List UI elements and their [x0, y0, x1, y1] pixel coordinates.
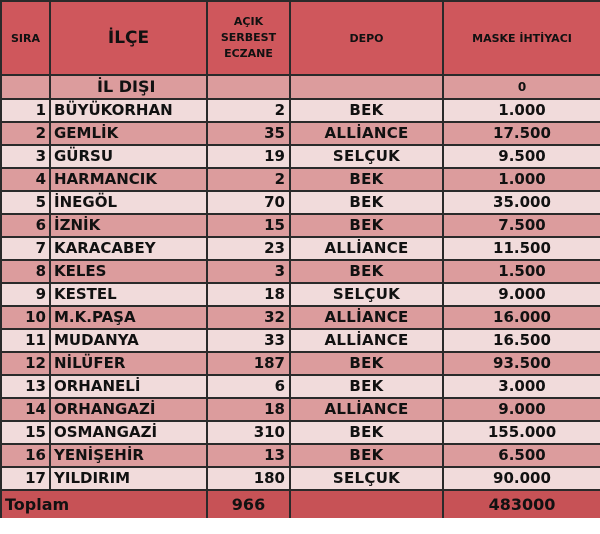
row-number: 7 [1, 237, 50, 260]
row-depo: ALLİANCE [290, 122, 443, 145]
row-maske: 1.000 [443, 99, 600, 122]
row-maske: 17.500 [443, 122, 600, 145]
row-maske: 16.000 [443, 306, 600, 329]
table-row [1, 467, 600, 490]
row-maske: 90.000 [443, 467, 600, 490]
row-eczane: 32 [207, 306, 290, 329]
row-depo: BEK [290, 352, 443, 375]
table-row [1, 329, 600, 352]
row-depo: BEK [290, 421, 443, 444]
il-disi-row [1, 75, 600, 99]
table-row [1, 145, 600, 168]
row-number: 8 [1, 260, 50, 283]
row-depo: BEK [290, 444, 443, 467]
row-ilce: KARACABEY [50, 237, 207, 260]
row-ilce: OSMANGAZİ [50, 421, 207, 444]
table-row [1, 191, 600, 214]
table-row [1, 375, 600, 398]
row-depo: SELÇUK [290, 145, 443, 168]
row-depo: BEK [290, 191, 443, 214]
table-row [1, 352, 600, 375]
table-row [1, 122, 600, 145]
row-number: 16 [1, 444, 50, 467]
row-depo: BEK [290, 375, 443, 398]
row-number: 2 [1, 122, 50, 145]
row-number: 6 [1, 214, 50, 237]
row-ilce: BÜYÜKORHAN [50, 99, 207, 122]
table-row [1, 214, 600, 237]
table-row [1, 421, 600, 444]
row-eczane: 2 [207, 168, 290, 191]
header-depo: DEPO [290, 1, 443, 75]
total-row [1, 490, 600, 518]
row-eczane: 187 [207, 352, 290, 375]
row-depo: SELÇUK [290, 283, 443, 306]
row-maske: 93.500 [443, 352, 600, 375]
il-disi-maske: 0 [443, 75, 600, 99]
row-maske: 155.000 [443, 421, 600, 444]
header-row [1, 1, 600, 75]
row-ilce: İNEGÖL [50, 191, 207, 214]
row-eczane: 23 [207, 237, 290, 260]
row-eczane: 33 [207, 329, 290, 352]
row-maske: 7.500 [443, 214, 600, 237]
row-depo: ALLİANCE [290, 306, 443, 329]
row-maske: 9.000 [443, 283, 600, 306]
row-eczane: 310 [207, 421, 290, 444]
row-number: 4 [1, 168, 50, 191]
row-number: 15 [1, 421, 50, 444]
row-maske: 11.500 [443, 237, 600, 260]
row-number: 13 [1, 375, 50, 398]
row-ilce: MUDANYA [50, 329, 207, 352]
row-eczane: 70 [207, 191, 290, 214]
total-label: Toplam [1, 490, 207, 518]
header-eczane [207, 1, 290, 75]
row-eczane: 6 [207, 375, 290, 398]
header-sira: SIRA [1, 1, 50, 75]
total-eczane: 966 [207, 490, 290, 518]
row-ilce: M.K.PAŞA [50, 306, 207, 329]
total-maske: 483000 [443, 490, 600, 518]
row-maske: 3.000 [443, 375, 600, 398]
row-ilce: HARMANCIK [50, 168, 207, 191]
header-eczane-line-1: AÇIK [233, 15, 264, 29]
row-ilce: NİLÜFER [50, 352, 207, 375]
total-depo [290, 490, 443, 518]
row-ilce: YILDIRIM [50, 467, 207, 490]
row-number: 10 [1, 306, 50, 329]
row-ilce: ORHANELİ [50, 375, 207, 398]
row-number: 11 [1, 329, 50, 352]
row-depo: BEK [290, 168, 443, 191]
header-ilce: İLÇE [50, 1, 207, 75]
table-row [1, 306, 600, 329]
header-eczane-line-2: SERBEST [220, 31, 277, 45]
row-ilce: GEMLİK [50, 122, 207, 145]
row-depo: BEK [290, 99, 443, 122]
row-maske: 1.000 [443, 168, 600, 191]
table-row [1, 260, 600, 283]
row-number: 3 [1, 145, 50, 168]
row-ilce: GÜRSU [50, 145, 207, 168]
row-maske: 16.500 [443, 329, 600, 352]
row-number: 17 [1, 467, 50, 490]
row-number: 5 [1, 191, 50, 214]
row-ilce: YENİŞEHİR [50, 444, 207, 467]
row-ilce: İZNİK [50, 214, 207, 237]
row-number: 9 [1, 283, 50, 306]
table-row [1, 283, 600, 306]
table-row [1, 168, 600, 191]
row-maske: 9.500 [443, 145, 600, 168]
row-number: 12 [1, 352, 50, 375]
row-maske: 35.000 [443, 191, 600, 214]
row-eczane: 19 [207, 145, 290, 168]
row-ilce: ORHANGAZİ [50, 398, 207, 421]
row-ilce: KESTEL [50, 283, 207, 306]
row-maske: 9.000 [443, 398, 600, 421]
header-eczane-line-3: ECZANE [224, 46, 273, 60]
header-maske: MASKE İHTİYACI [443, 1, 600, 75]
row-depo: SELÇUK [290, 467, 443, 490]
il-disi-no [1, 75, 50, 99]
il-disi-label: İL DIŞI [50, 75, 207, 99]
il-disi-depo [290, 75, 443, 99]
row-maske: 6.500 [443, 444, 600, 467]
row-depo: ALLİANCE [290, 237, 443, 260]
table-row [1, 237, 600, 260]
row-eczane: 180 [207, 467, 290, 490]
row-depo: BEK [290, 260, 443, 283]
row-eczane: 15 [207, 214, 290, 237]
row-eczane: 18 [207, 398, 290, 421]
table-row [1, 444, 600, 467]
row-ilce: KELES [50, 260, 207, 283]
row-depo: BEK [290, 214, 443, 237]
row-number: 14 [1, 398, 50, 421]
row-depo: ALLİANCE [290, 398, 443, 421]
table-row [1, 99, 600, 122]
il-disi-eczane [207, 75, 290, 99]
row-eczane: 2 [207, 99, 290, 122]
row-number: 1 [1, 99, 50, 122]
table-row [1, 398, 600, 421]
row-eczane: 13 [207, 444, 290, 467]
row-eczane: 35 [207, 122, 290, 145]
row-depo: ALLİANCE [290, 329, 443, 352]
row-eczane: 18 [207, 283, 290, 306]
row-eczane: 3 [207, 260, 290, 283]
row-maske: 1.500 [443, 260, 600, 283]
